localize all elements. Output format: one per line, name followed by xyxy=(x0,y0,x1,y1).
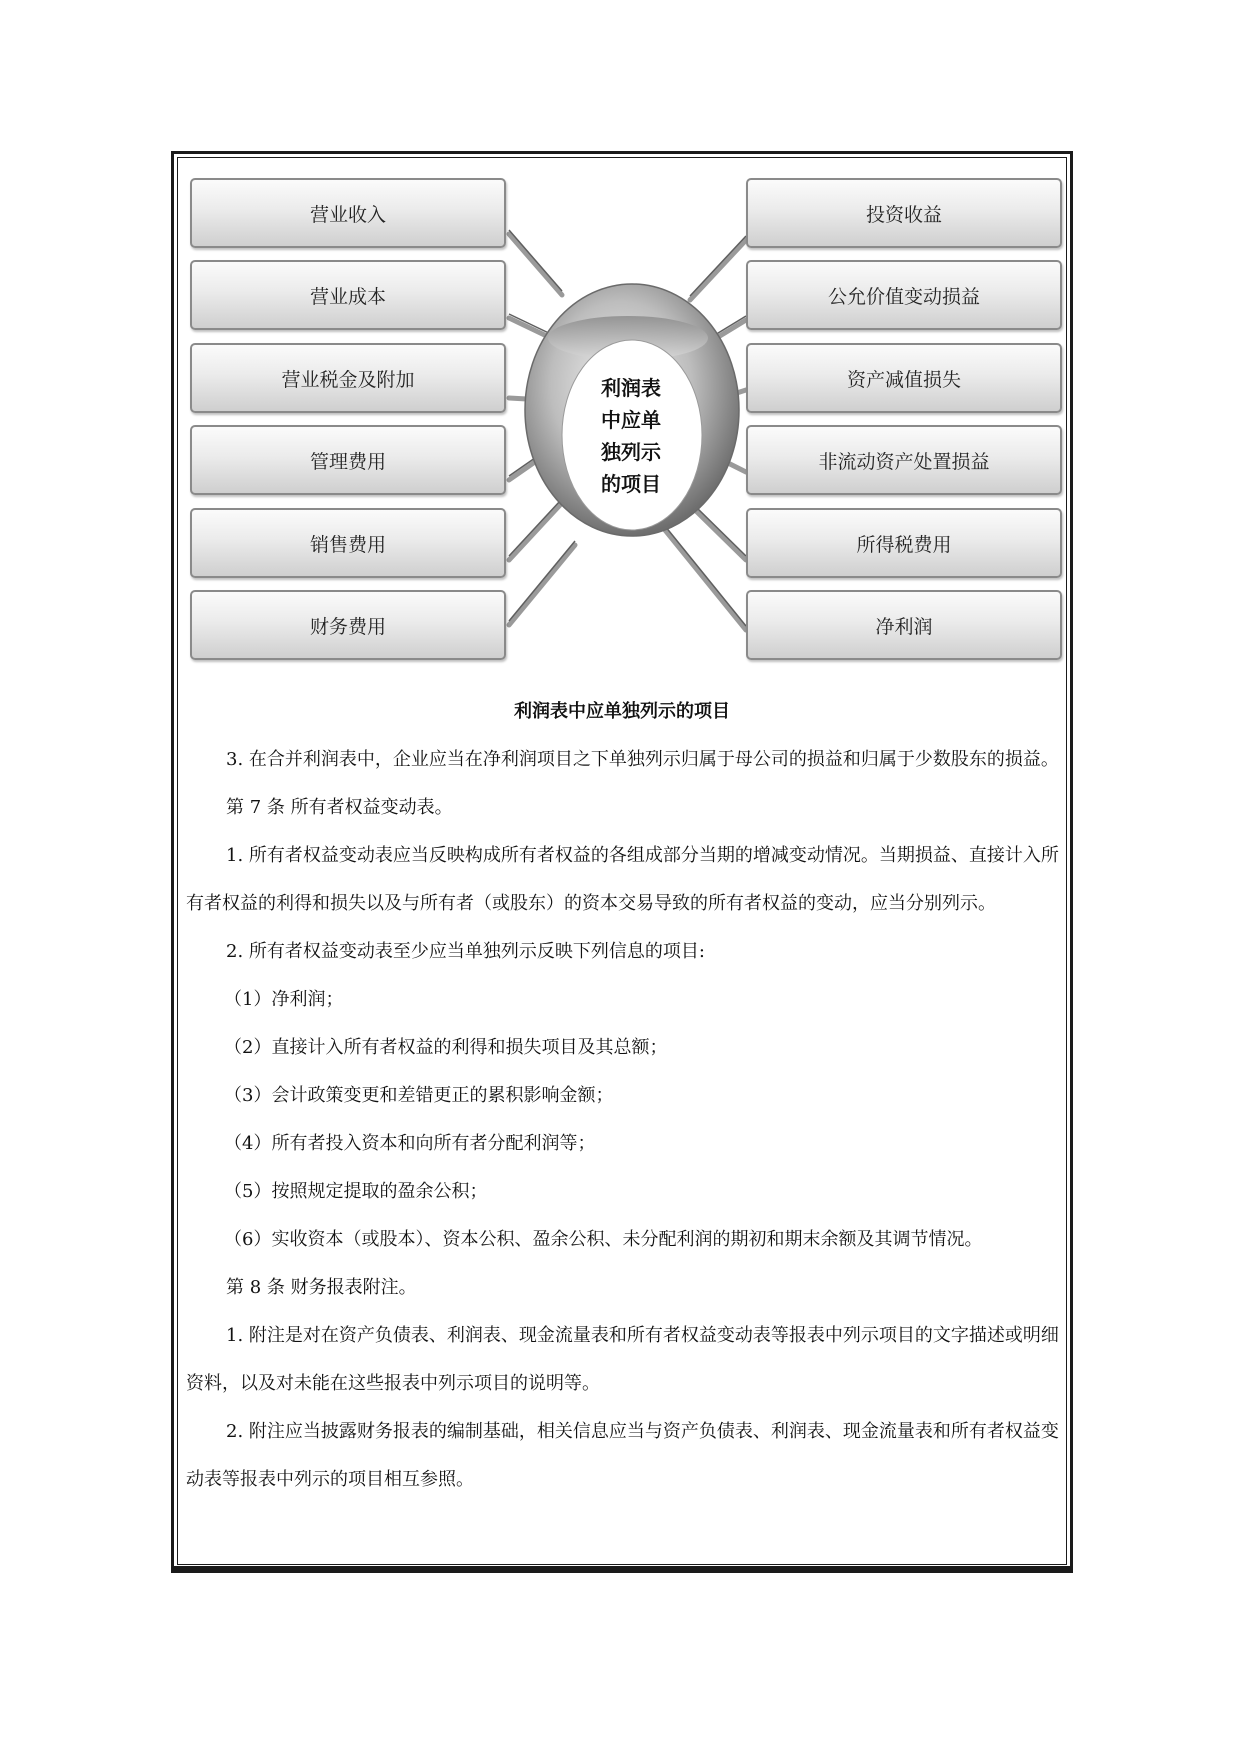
page-frame-bottom-rule xyxy=(171,1569,1073,1573)
left-item-2: 营业成本 xyxy=(190,260,506,330)
left-item-1: 营业收入 xyxy=(190,178,506,248)
right-item-2: 公允价值变动损益 xyxy=(746,260,1062,330)
center-label-line-1: 利润表 xyxy=(601,376,661,400)
income-statement-diagram xyxy=(0,0,1241,700)
spoke-left-5 xyxy=(509,505,560,560)
center-label-line-3: 独列示 xyxy=(601,440,661,464)
spoke-left-6 xyxy=(509,545,575,625)
article-heading: 第 8 条 财务报表附注。 xyxy=(226,1277,417,1298)
center-label xyxy=(592,372,670,500)
right-item-6: 净利润 xyxy=(746,590,1062,660)
spoke-right-5 xyxy=(695,510,746,560)
right-item-3: 资产减值损失 xyxy=(746,343,1062,413)
center-label-line-2: 中应单 xyxy=(601,408,661,432)
center-label-line-4: 的项目 xyxy=(601,472,661,496)
paragraph: 2. 所有者权益变动表至少应当单独列示反映下列信息的项目: xyxy=(226,941,705,962)
paragraph: 3. 在合并利润表中，企业应当在净利润项目之下单独列示归属于母公司的损益和归属于少数股东的损益。 xyxy=(226,749,1059,770)
body-text xyxy=(186,736,1062,1504)
list-item: （3）会计政策变更和差错更正的累积影响金额； xyxy=(224,1085,614,1106)
paragraph: 1. 附注是对在资产负债表、利润表、现金流量表和所有者权益变动表等报表中列示项目的文字描述或明细资料，以及对未能在这些报表中列示项目的说明等。 xyxy=(186,1325,1059,1394)
spoke-right-1 xyxy=(690,240,746,300)
left-item-4: 管理费用 xyxy=(190,425,506,495)
left-item-5: 销售费用 xyxy=(190,508,506,578)
list-item: （2）直接计入所有者权益的利得和损失项目及其总额； xyxy=(224,1037,668,1058)
article-heading: 第 7 条 所有者权益变动表。 xyxy=(226,797,453,818)
right-item-1: 投资收益 xyxy=(746,178,1062,248)
list-item: （6）实收资本（或股本）、资本公积、盈余公积、未分配利润的期初和期末余额及其调节情况。 xyxy=(224,1229,983,1250)
list-item: （5）按照规定提取的盈余公积； xyxy=(224,1181,488,1202)
right-item-4: 非流动资产处置损益 xyxy=(746,425,1062,495)
paragraph: 1. 所有者权益变动表应当反映构成所有者权益的各组成部分当期的增减变动情况。当期损益、直接计入所有者权益的利得和损失以及与所有者（或股东）的资本交易导致的所有者权益的变动，应当分别列示。 xyxy=(186,845,1059,914)
left-item-3: 营业税金及附加 xyxy=(190,343,506,413)
diagram-caption: 利润表中应单独列示的项目 xyxy=(514,701,730,722)
paragraph: 2. 附注应当披露财务报表的编制基础，相关信息应当与资产负债表、利润表、现金流量表和所有者权益变动表等报表中列示的项目相互参照。 xyxy=(186,1421,1059,1490)
left-item-6: 财务费用 xyxy=(190,590,506,660)
spoke-left-1 xyxy=(509,234,562,295)
right-item-5: 所得税费用 xyxy=(746,508,1062,578)
list-item: （4）所有者投入资本和向所有者分配利润等； xyxy=(224,1133,596,1154)
list-item: （1）净利润； xyxy=(224,989,344,1010)
